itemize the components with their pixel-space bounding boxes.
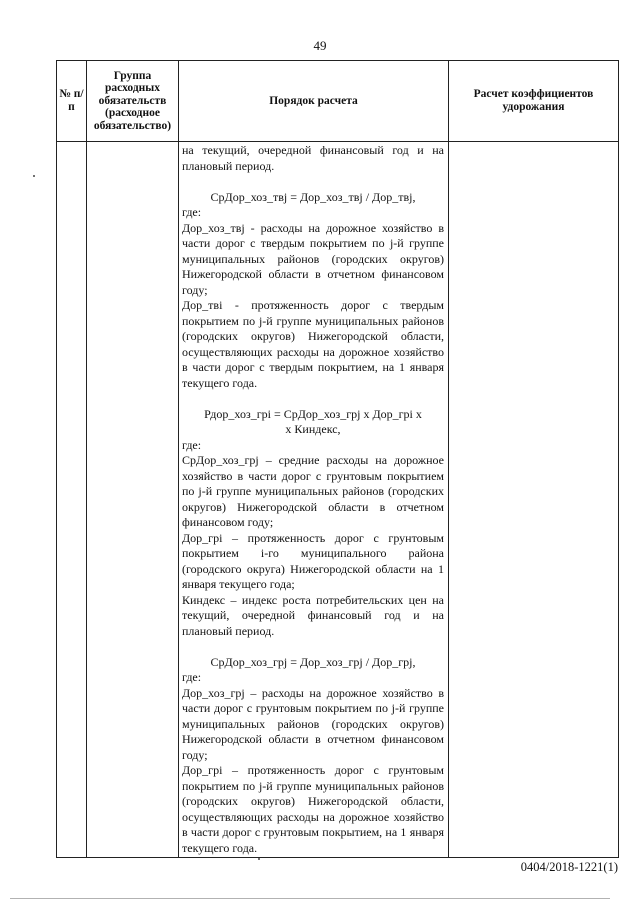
header-expense-group: Группа расходных обязательств (расходное обязательство) <box>87 61 179 142</box>
text-paragraph: Дор_хоз_грj – расходы на дорожное хозяйство в части дорог с грунтовым покрытием по j-й группе муниципальных районов (городских округов) Нижегородской области в отчетном финансовом году; <box>182 685 444 762</box>
text-paragraph: Дор_твi - протяженность дорог с твердым покрытием по j-й группе муниципальных районов (городских округов) Нижегородской области, осуществляющих расходы на дорожное хозяйство в части дорог с твердым покрытием, на 1 января текущего года. <box>182 298 444 390</box>
document-code: 0404/2018-1221(1) <box>520 860 618 874</box>
where-label: где: <box>182 670 202 684</box>
formula-line: x Киндекс, <box>285 422 341 436</box>
where-label: где: <box>182 437 202 452</box>
scan-speck <box>258 858 260 860</box>
formula-line: Рдор_хоз_грi = СрДор_хоз_грj x Дор_грi x <box>204 406 422 421</box>
page-number: 49 <box>313 38 327 53</box>
calculation-table <box>56 60 619 858</box>
cell-cost-coefficients <box>449 142 619 858</box>
table-row <box>57 142 619 858</box>
text-paragraph: Дор_хоз_твj - расходы на дорожное хозяйство в части дорог с твердым покрытием по j-й группе муниципальных районов (городских округов) Нижегородской области в отчетном финансовом году; <box>182 220 444 297</box>
text-paragraph: Дор_грi – протяженность дорог с грунтовым покрытием по j-й группе муниципальных районов (городских округов) Нижегородской области, осуществляющих расходы на дорожное хозяйство в части дорог с грунтовым покрытием, на 1 января текущего года. <box>182 763 444 855</box>
header-calculation-procedure: Порядок расчета <box>179 61 449 142</box>
paragraph-gap <box>182 391 444 407</box>
table-header-row <box>57 61 619 142</box>
text-paragraph: на текущий, очередной финансовый год и на плановый период. <box>182 143 444 173</box>
text-paragraph: Дор_грi – протяженность дорог с грунтовым покрытием i-го муниципального района (городского округа) Нижегородской области на 1 января текущего года; <box>182 530 444 591</box>
header-number: № п/п <box>57 61 87 142</box>
paragraph-gap <box>182 174 444 190</box>
formula-line: СрДор_хоз_твj = Дор_хоз_твj / Дор_твj, <box>210 189 416 204</box>
scan-speck <box>33 175 35 177</box>
formula-line: СрДор_хоз_грj = Дор_хоз_грj / Дор_грj, <box>210 654 416 669</box>
cell-number <box>57 142 87 858</box>
where-label: где: <box>182 205 202 219</box>
text-paragraph: СрДор_хоз_грj – средние расходы на дорожное хозяйство в части дорог с грунтовым покрытием по j-й группе муниципальных районов (городских округов) Нижегородской области в отчетном финансовом году; <box>182 453 444 529</box>
cell-expense-group <box>87 142 179 858</box>
page-bottom-rule <box>10 898 610 899</box>
paragraph-gap <box>182 639 444 655</box>
text-paragraph: Киндекс – индекс роста потребительских цен на текущий, очередной финансовый год и на плановый период. <box>182 592 444 638</box>
header-cost-coefficients: Расчет коэффициентов удорожания <box>449 61 619 142</box>
cell-calculation-procedure <box>179 142 449 858</box>
